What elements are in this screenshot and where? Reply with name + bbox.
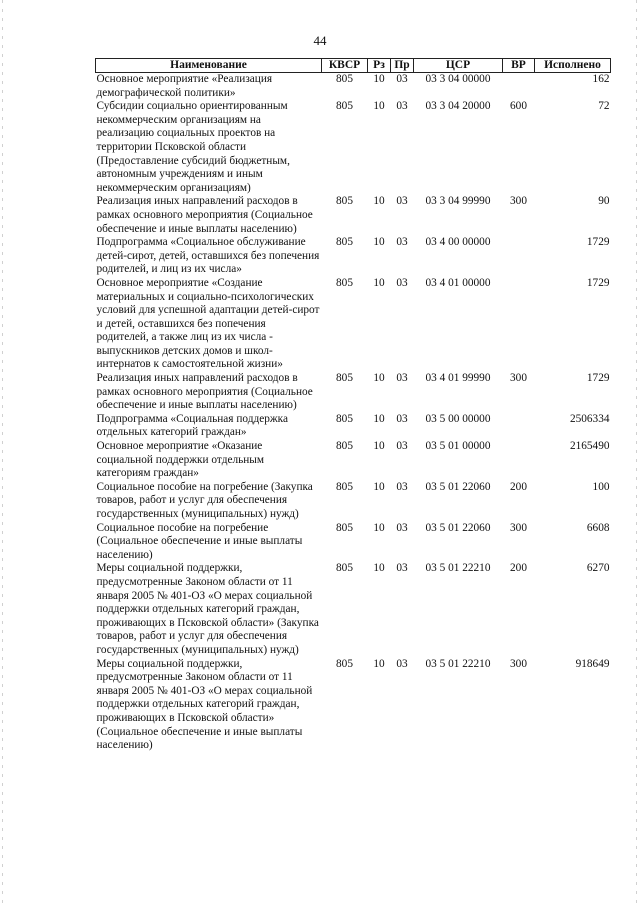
header-name: Наименование [96,59,322,73]
row-vr: 200 [510,480,527,493]
row-rz: 10 [373,276,385,289]
row-pr: 03 [396,195,408,208]
header-rz: Рз [368,59,391,73]
row-executed: 2506334 [569,412,610,425]
row-kvsr: 805 [336,100,353,113]
row-vr [503,73,535,101]
row-kvsr: 805 [336,480,353,493]
row-csr: 03 4 01 99990 [425,372,491,385]
row-vr: 300 [510,657,527,670]
row-vr: 200 [510,562,527,575]
row-rz: 10 [373,195,385,208]
scan-edge-left [2,0,3,905]
row-csr: 03 4 01 00000 [425,276,491,289]
table-header-row [96,59,611,73]
row-csr: 03 5 00 00000 [425,412,491,425]
row-pr: 03 [396,276,408,289]
row-rz: 10 [373,412,385,425]
row-executed: 1729 [586,372,610,385]
row-executed: 918649 [575,657,610,670]
row-name: Меры социальной поддержки, предусмотренные Законом области от 11 января 2005 № 401-ОЗ «О мерах социальной поддержки отдельных категорий граждан, проживающих в Псковской области» (Социальное обеспечение и иные выплаты населению) [96,657,313,752]
table-row [96,522,611,563]
scan-edge-right [636,0,637,905]
row-vr: 300 [510,521,527,534]
row-executed: 2165490 [569,440,610,453]
row-pr: 03 [396,412,408,425]
row-rz: 10 [373,521,385,534]
row-vr [503,440,535,481]
row-pr: 03 [396,657,408,670]
row-kvsr: 805 [336,657,353,670]
row-csr: 03 3 04 99990 [425,195,491,208]
table-row [96,481,611,522]
row-rz: 10 [373,657,385,670]
row-pr: 03 [396,100,408,113]
row-csr: 03 5 01 22210 [425,562,491,575]
row-rz: 10 [373,236,385,249]
row-kvsr: 805 [336,236,353,249]
table-row [96,413,611,440]
table-row [96,658,611,753]
row-kvsr: 805 [336,562,353,575]
row-kvsr: 805 [336,440,353,453]
row-executed: 6608 [586,521,610,534]
row-name: Меры социальной поддержки, предусмотренные Законом области от 11 января 2005 № 401-ОЗ «О мерах социальной поддержки отдельных категорий граждан, проживающих в Псковской области» (Закупка товаров, работ и услуг для обеспечения государственных (муниципальных) нужд) [96,562,319,656]
row-executed: 100 [592,480,610,493]
row-executed: 72 [598,100,610,113]
row-kvsr: 805 [336,73,353,85]
table-row [96,372,611,413]
row-pr: 03 [396,440,408,453]
row-executed: 162 [592,73,610,85]
row-csr: 03 5 01 00000 [425,440,491,453]
row-kvsr: 805 [336,372,353,385]
row-vr [503,236,535,277]
row-rz: 10 [373,372,385,385]
row-name: Основное мероприятие «Создание материальных и социально-психологических условий для успешной адаптации детей-сирот и детей, оставшихся без попечения родителей, а также лиц из их числа - выпускников детских домов и школ-интернатов к самостоятельной жизни» [96,276,320,371]
table-row [96,562,611,657]
row-csr: 03 3 04 20000 [425,100,491,113]
row-name: Субсидии социально ориентированным некоммерческим организациям на реализацию социальных проектов на территории Псковской области (Предоставление субсидий бюджетным, автономным учреждениям и иным некоммерческим организациям) [96,100,290,194]
table-row [96,195,611,236]
row-name: Социальное пособие на погребение (Закупка товаров, работ и услуг для обеспечения государственных (муниципальных) нужд) [96,480,313,520]
table-row [96,100,611,195]
row-vr: 300 [510,372,527,385]
row-csr: 03 5 01 22210 [425,657,491,670]
row-vr: 300 [510,195,527,208]
row-pr: 03 [396,73,408,85]
row-csr: 03 4 00 00000 [425,236,491,249]
header-executed: Исполнено [535,59,611,73]
row-kvsr: 805 [336,521,353,534]
row-executed: 1729 [586,236,610,249]
row-name: Реализация иных направлений расходов в рамках основного мероприятия (Социальное обеспечение и иные выплаты населению) [96,372,313,412]
row-executed: 90 [598,195,610,208]
row-rz: 10 [373,562,385,575]
row-vr: 600 [510,100,527,113]
header-csr: ЦСР [414,59,503,73]
row-vr [503,413,535,440]
row-executed: 6270 [586,562,610,575]
row-kvsr: 805 [336,412,353,425]
row-rz: 10 [373,73,385,85]
budget-table [95,58,611,753]
row-rz: 10 [373,100,385,113]
table-row [96,277,611,372]
table-row [96,440,611,481]
row-csr: 03 3 04 00000 [425,73,491,85]
row-name: Основное мероприятие «Оказание социальной поддержки отдельным категориям граждан» [96,440,265,480]
row-pr: 03 [396,521,408,534]
row-csr: 03 5 01 22060 [425,521,491,534]
header-kvsr: КВСР [322,59,368,73]
table-row [96,73,611,101]
row-rz: 10 [373,440,385,453]
page-number: 44 [313,33,327,48]
table-body [96,73,611,753]
header-vr: ВР [503,59,535,73]
row-pr: 03 [396,236,408,249]
row-pr: 03 [396,480,408,493]
row-name: Социальное пособие на погребение (Социальное обеспечение и иные выплаты населению) [96,521,303,561]
row-pr: 03 [396,372,408,385]
row-name: Реализация иных направлений расходов в рамках основного мероприятия (Социальное обеспечение и иные выплаты населению) [96,195,313,235]
row-vr [503,277,535,372]
row-name: Подпрограмма «Социальное обслуживание детей-сирот, детей, оставшихся без попечения родителей, и лиц из их числа» [96,236,320,276]
row-rz: 10 [373,480,385,493]
header-pr: Пр [391,59,414,73]
table-row [96,236,611,277]
row-csr: 03 5 01 22060 [425,480,491,493]
row-name: Основное мероприятие «Реализация демографической политики» [96,73,273,99]
row-kvsr: 805 [336,195,353,208]
row-kvsr: 805 [336,276,353,289]
row-pr: 03 [396,562,408,575]
row-name: Подпрограмма «Социальная поддержка отдельных категорий граждан» [96,412,288,439]
row-executed: 1729 [586,276,610,289]
